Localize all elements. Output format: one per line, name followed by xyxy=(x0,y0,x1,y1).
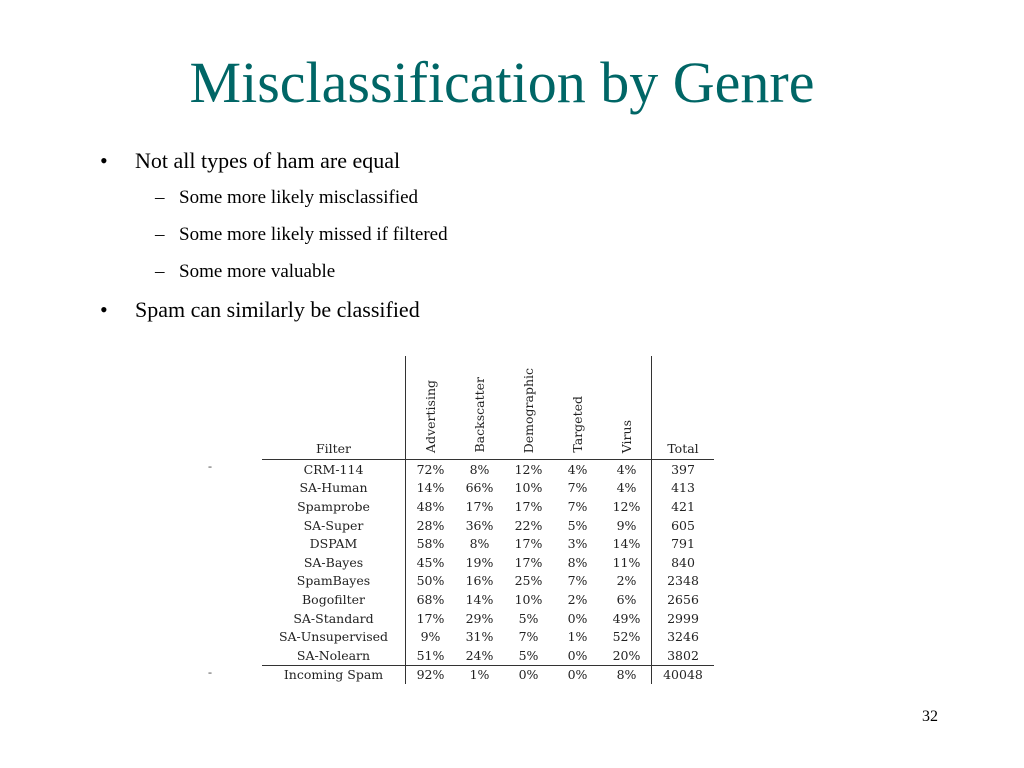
demographic-cell: 5% xyxy=(518,610,539,626)
advertising-cell: 17% xyxy=(406,609,456,628)
table-row xyxy=(262,627,714,646)
advertising-cell: 92% xyxy=(406,665,456,684)
virus-cell: 4% xyxy=(602,460,652,479)
demographic-cell: 10% xyxy=(514,591,543,607)
table-header-row xyxy=(262,356,714,460)
targeted-cell: 8% xyxy=(567,554,588,570)
demographic-cell: 25% xyxy=(514,573,543,589)
targeted-cell: 5% xyxy=(567,517,588,533)
advertising-cell: 51% xyxy=(406,646,456,665)
table-footer-row xyxy=(262,665,714,684)
advertising-cell: 28% xyxy=(406,516,456,535)
sub-bullet-mark: – xyxy=(155,261,165,282)
genre-table-container xyxy=(208,356,722,686)
total-cell: 791 xyxy=(671,536,695,552)
table-body xyxy=(262,460,714,685)
total-cell: 40048 xyxy=(652,665,715,684)
backscatter-cell: 14% xyxy=(465,591,494,607)
targeted-cell: 0% xyxy=(553,665,602,684)
sub-bullet-text: Some more likely missed if filtered xyxy=(179,224,448,245)
sub-bullet-mark: – xyxy=(155,187,165,208)
filter-cell: SA-Human xyxy=(299,480,368,496)
sub-bullet-text: Some more valuable xyxy=(179,261,336,282)
page-number: 32 xyxy=(922,708,938,725)
table-row xyxy=(262,497,714,516)
header-targeted xyxy=(553,356,602,460)
backscatter-cell: 29% xyxy=(465,610,494,626)
sub-bullet-item xyxy=(92,216,448,253)
advertising-cell: 9% xyxy=(406,627,456,646)
backscatter-cell: 1% xyxy=(455,665,504,684)
header-advertising-label: Advertising xyxy=(422,380,438,453)
virus-cell: 4% xyxy=(602,479,652,498)
demographic-cell: 12% xyxy=(514,461,543,477)
filter-cell: SA-Standard xyxy=(293,610,374,626)
sub-bullet-item xyxy=(92,179,448,216)
targeted-cell: 4% xyxy=(567,461,588,477)
advertising-cell: 14% xyxy=(406,479,456,498)
filter-cell: SA-Unsupervised xyxy=(278,629,389,645)
demographic-cell: 17% xyxy=(514,554,543,570)
virus-cell: 12% xyxy=(602,497,652,516)
targeted-cell: 0% xyxy=(567,610,588,626)
total-cell: 2348 xyxy=(667,573,699,589)
backscatter-cell: 66% xyxy=(465,480,494,496)
demographic-cell: 17% xyxy=(514,536,543,552)
bullet-item xyxy=(92,143,448,179)
total-cell: 840 xyxy=(671,554,695,570)
header-demographic xyxy=(504,356,553,460)
targeted-cell: 7% xyxy=(567,480,588,496)
slide-title: Misclassification by Genre xyxy=(189,50,815,115)
virus-cell: 8% xyxy=(602,665,652,684)
backscatter-cell: 31% xyxy=(465,629,494,645)
table-row xyxy=(262,609,714,628)
virus-cell: 20% xyxy=(602,646,652,665)
targeted-cell: 1% xyxy=(567,629,588,645)
table-row xyxy=(262,553,714,572)
virus-cell: 11% xyxy=(602,553,652,572)
filter-cell: SA-Super xyxy=(303,517,364,533)
backscatter-cell: 19% xyxy=(465,554,494,570)
filter-cell: DSPAM xyxy=(309,536,358,552)
bullet-mark: • xyxy=(100,148,108,173)
virus-cell: 49% xyxy=(602,609,652,628)
filter-cell: Bogofilter xyxy=(302,591,365,607)
table-row xyxy=(262,534,714,553)
filter-cell: Incoming Spam xyxy=(262,665,406,684)
backscatter-cell: 24% xyxy=(465,647,494,663)
targeted-cell: 2% xyxy=(567,591,588,607)
advertising-cell: 50% xyxy=(406,572,456,591)
virus-cell: 14% xyxy=(602,534,652,553)
table-row xyxy=(262,516,714,535)
virus-cell: 6% xyxy=(602,590,652,609)
filter-cell: SA-Bayes xyxy=(303,554,364,570)
bullet-text: Spam can similarly be classified xyxy=(135,297,420,322)
total-cell: 605 xyxy=(671,517,695,533)
filter-cell: CRM-114 xyxy=(303,461,364,477)
sub-bullet-text: Some more likely misclassified xyxy=(179,187,419,208)
sub-bullet-item xyxy=(92,253,448,290)
table-row xyxy=(262,646,714,665)
bullet-mark: • xyxy=(100,297,108,322)
total-cell: 3802 xyxy=(667,647,699,663)
total-cell: 2999 xyxy=(667,610,699,626)
virus-cell: 2% xyxy=(602,572,652,591)
advertising-cell: 48% xyxy=(406,497,456,516)
filter-cell: SpamBayes xyxy=(296,573,371,589)
backscatter-cell: 16% xyxy=(465,573,494,589)
header-demographic-label: Demographic xyxy=(520,367,536,453)
table-row xyxy=(262,572,714,591)
demographic-cell: 5% xyxy=(518,647,539,663)
header-total: Total xyxy=(652,356,715,460)
demographic-cell: 10% xyxy=(514,480,543,496)
targeted-cell: 7% xyxy=(567,498,588,514)
advertising-cell: 68% xyxy=(406,590,456,609)
bullet-item xyxy=(92,292,448,328)
genre-table xyxy=(262,356,714,684)
backscatter-cell: 8% xyxy=(469,461,490,477)
advertising-cell: 72% xyxy=(406,460,456,479)
targeted-cell: 7% xyxy=(567,573,588,589)
bullet-list xyxy=(92,143,448,328)
table-row xyxy=(262,479,714,498)
demographic-cell: 0% xyxy=(504,665,553,684)
total-cell: 2656 xyxy=(667,591,699,607)
row-dash-mark: - xyxy=(208,459,212,473)
bullet-text: Not all types of ham are equal xyxy=(135,148,401,173)
row-dash-mark: - xyxy=(208,665,212,679)
header-backscatter-label: Backscatter xyxy=(471,377,487,453)
header-advertising xyxy=(406,356,456,460)
backscatter-cell: 36% xyxy=(465,517,494,533)
table-row xyxy=(262,590,714,609)
virus-cell: 52% xyxy=(602,627,652,646)
advertising-cell: 58% xyxy=(406,534,456,553)
table-row xyxy=(262,460,714,479)
virus-cell: 9% xyxy=(602,516,652,535)
header-virus-label: Virus xyxy=(618,419,634,453)
total-cell: 397 xyxy=(671,461,695,477)
total-cell: 421 xyxy=(671,498,695,514)
filter-cell: Spamprobe xyxy=(297,498,370,514)
demographic-cell: 17% xyxy=(514,498,543,514)
sub-bullet-mark: – xyxy=(155,224,165,245)
advertising-cell: 45% xyxy=(406,553,456,572)
backscatter-cell: 8% xyxy=(469,536,490,552)
header-virus xyxy=(602,356,652,460)
targeted-cell: 0% xyxy=(567,647,588,663)
header-backscatter xyxy=(455,356,504,460)
header-targeted-label: Targeted xyxy=(569,396,585,453)
total-cell: 413 xyxy=(671,480,695,496)
backscatter-cell: 17% xyxy=(465,498,494,514)
demographic-cell: 7% xyxy=(518,629,539,645)
targeted-cell: 3% xyxy=(567,536,588,552)
filter-cell: SA-Nolearn xyxy=(296,647,371,663)
header-filter: Filter xyxy=(262,356,406,460)
total-cell: 3246 xyxy=(667,629,699,645)
demographic-cell: 22% xyxy=(514,517,543,533)
